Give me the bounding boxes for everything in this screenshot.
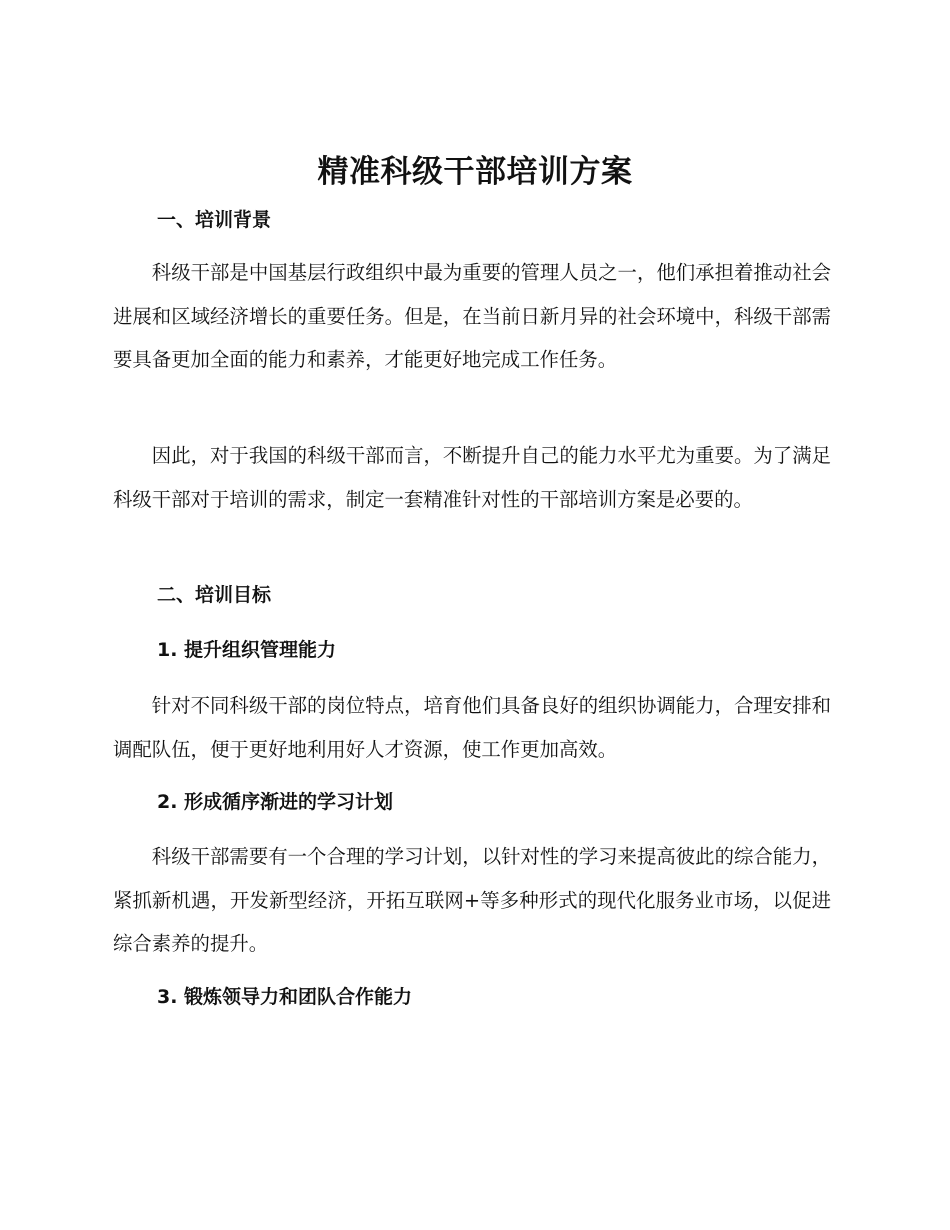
section-heading-background: 一、培训背景 — [157, 209, 272, 231]
background-paragraph-2: 因此，对于我国的科级干部而言，不断提升自己的能力水平尤为重要。为了满足科级干部对于培训的需求，制定一套精准针对性的干部培训方案是必要的。 — [113, 444, 831, 511]
goal-paragraph-2: 科级干部需要有一个合理的学习计划，以针对性的学习来提高彼此的综合能力，紧抓新机遇，开发新型经济，开拓互联网+等多种形式的现代化服务业市场，以促进综合素养的提升。 — [113, 845, 831, 955]
goal-heading-3: 3. 锻炼领导力和团队合作能力 — [157, 986, 413, 1008]
background-paragraph-1: 科级干部是中国基层行政组织中最为重要的管理人员之一，他们承担着推动社会进展和区域经济增长的重要任务。但是，在当前日新月异的社会环境中，科级干部需要具备更加全面的能力和素养，才能更好地完成工作任务。 — [113, 261, 831, 371]
goal-heading-1: 1. 提升组织管理能力 — [157, 639, 337, 661]
goal-paragraph-1: 针对不同科级干部的岗位特点，培育他们具备良好的组织协调能力，合理安排和调配队伍，便于更好地利用好人才资源，使工作更加高效。 — [113, 694, 831, 761]
goal-heading-2: 2. 形成循序渐进的学习计划 — [157, 791, 394, 813]
section-heading-goals: 二、培训目标 — [157, 584, 272, 606]
document-title: 精准科级干部培训方案 — [317, 154, 633, 190]
